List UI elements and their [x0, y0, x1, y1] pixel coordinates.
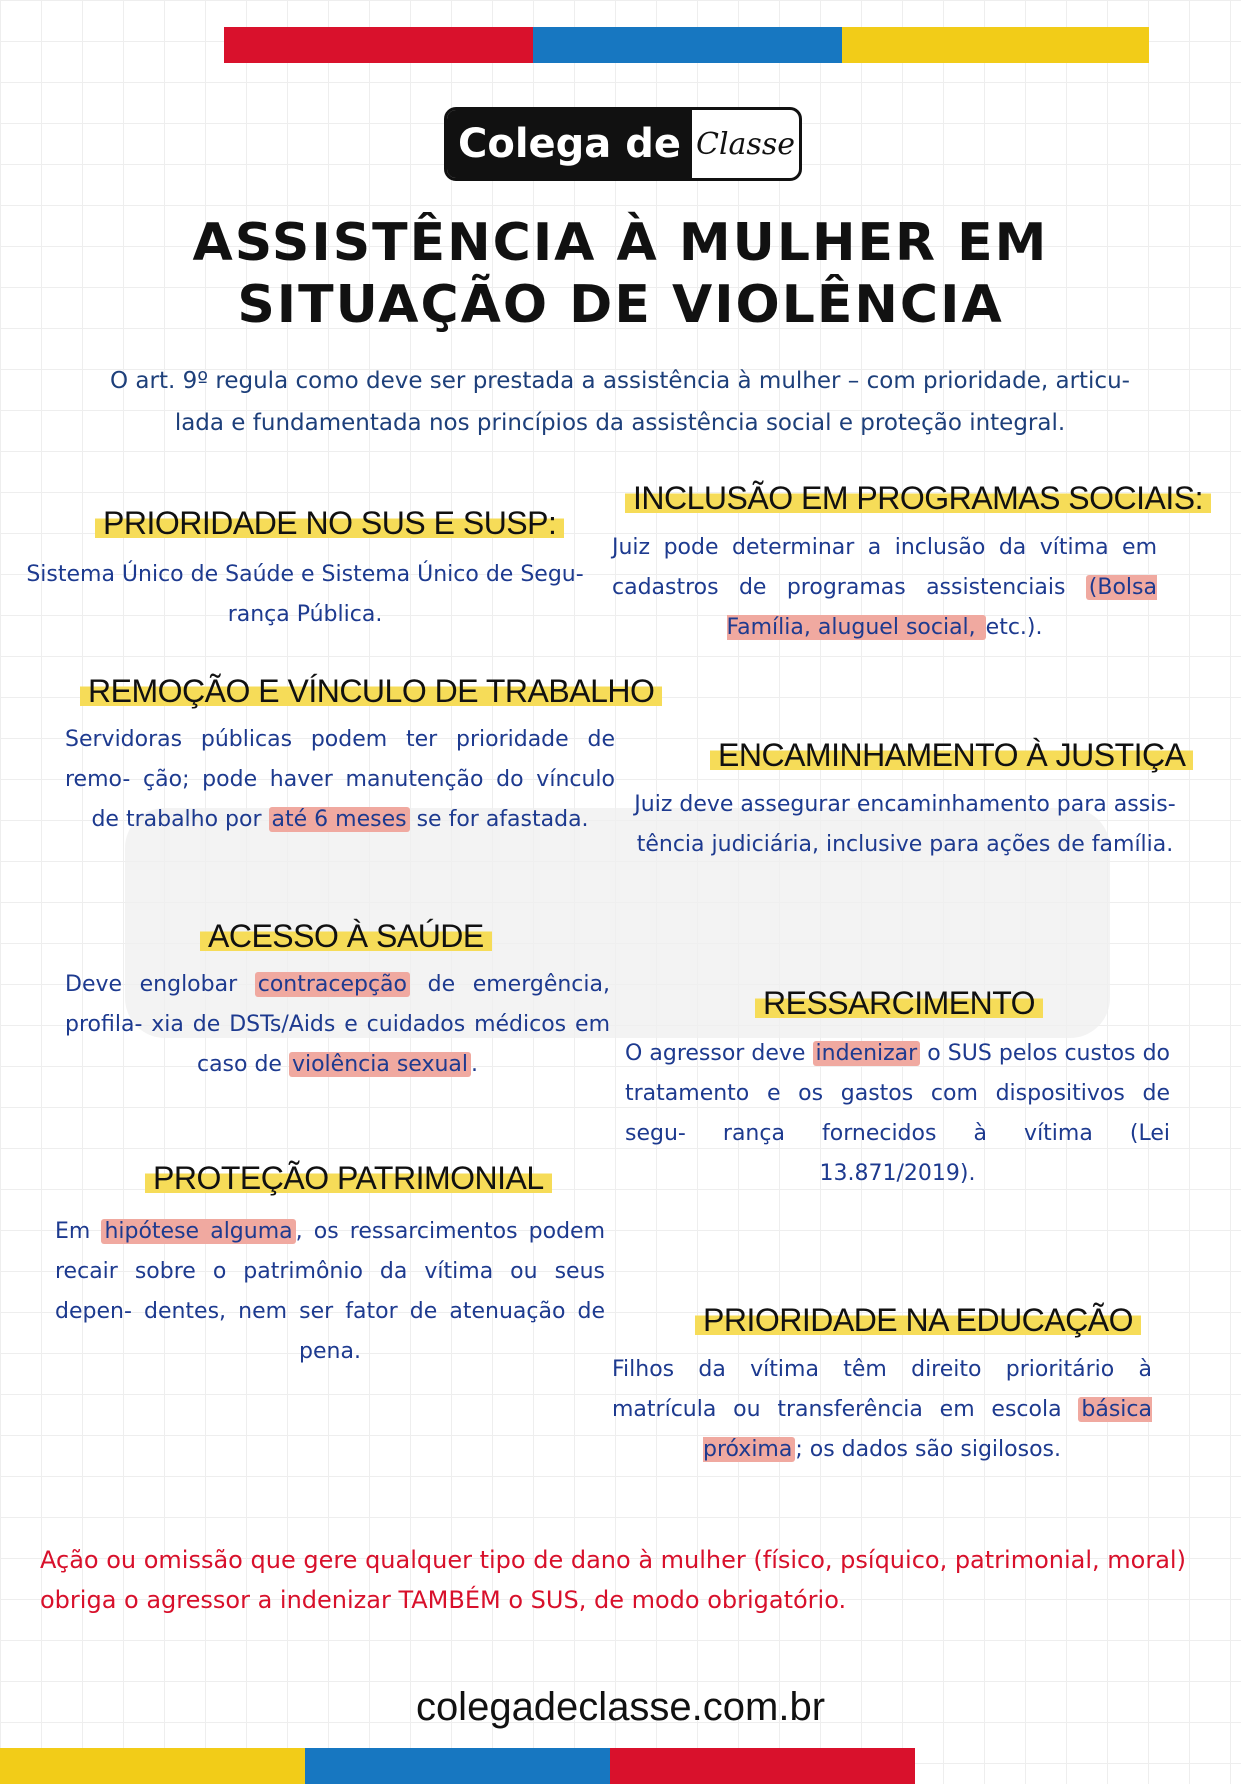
highlight: hipótese alguma: [101, 1219, 295, 1244]
bottom-bar-blue: [305, 1748, 610, 1784]
text-sus: Sistema Único de Saúde e Sistema Único de Segu- rança Pública.: [26, 562, 584, 627]
text-programas: Juiz pode determinar a inclusão da vítima em cadastros de programas assistenciais (Bolsa Família, aluguel social, etc.).: [612, 535, 1157, 640]
note-line2: obriga o agressor a indenizar TAMBÉM o SUS, de modo obrigatório.: [40, 1586, 847, 1614]
top-bar-blue: [533, 27, 842, 63]
heading-educacao: PRIORIDADE NA EDUCAÇÃO: [695, 1302, 1141, 1339]
highlight: básica próxima: [702, 1397, 1152, 1462]
text-remocao: Servidoras públicas podem ter prioridade de remo- ção; pode haver manutenção do vínculo de trabalho por até 6 meses se for afastada.: [65, 727, 615, 832]
website-link[interactable]: colegadeclasse.com.br: [415, 1685, 826, 1729]
heading-programas: INCLUSÃO EM PROGRAMAS SOCIAIS:: [625, 480, 1211, 517]
heading-remocao: REMOÇÃO E VÍNCULO DE TRABALHO: [80, 673, 662, 710]
logo-part2: Classe: [696, 126, 795, 162]
highlight: até 6 meses: [269, 807, 410, 832]
page-title: [0, 212, 1241, 336]
intro-line1: O art. 9º regula como deve ser prestada a assistência à mulher – com prioridade, articu-: [110, 368, 1130, 394]
logo: [444, 107, 802, 181]
title-line1: ASSISTÊNCIA À MULHER EM: [192, 213, 1049, 273]
note-line1: Ação ou omissão que gere qualquer tipo de dano à mulher (físico, psíquico, patrimonial, moral): [40, 1546, 1186, 1574]
footer-note: [40, 1540, 1210, 1620]
heading-ressarcimento: RESSARCIMENTO: [755, 985, 1043, 1022]
text-saude: Deve englobar contracepção de emergência, profila- xia de DSTs/Aids e cuidados médicos em caso de violência sexual .: [65, 972, 610, 1077]
bottom-bar-yellow: [0, 1748, 305, 1784]
intro-line2: lada e fundamentada nos princípios da assistência social e proteção integral.: [174, 410, 1066, 436]
heading-justica: ENCAMINHAMENTO À JUSTIÇA: [710, 737, 1193, 774]
highlight: (Bolsa Família, aluguel social,: [726, 575, 1157, 640]
heading-patrimonial: PROTEÇÃO PATRIMONIAL: [145, 1160, 552, 1197]
heading-sus: PRIORIDADE NO SUS E SUSP:: [95, 505, 564, 542]
highlight: violência sexual: [289, 1052, 471, 1077]
top-bar-yellow: [842, 27, 1149, 63]
highlight: contracepção: [255, 972, 410, 997]
highlight: indenizar: [813, 1041, 921, 1066]
top-bar-red: [224, 27, 533, 63]
heading-saude: ACESSO À SAÚDE: [200, 918, 492, 955]
text-ressarcimento: O agressor deve indenizar o SUS pelos custos do tratamento e os gastos com dispositivos de segu- rança fornecidos à vítima (Lei 13.871/2019).: [625, 1041, 1170, 1186]
intro-text: [90, 360, 1150, 444]
bottom-bar-red: [610, 1748, 915, 1784]
title-line2: SITUAÇÃO DE VIOLÊNCIA: [237, 275, 1004, 335]
text-patrimonial: Em hipótese alguma , os ressarcimentos podem recair sobre o patrimônio da vítima ou seus depen- dentes, nem ser fator de atenuação de pena.: [55, 1219, 606, 1364]
logo-part1: Colega de: [447, 110, 692, 178]
text-justica: Juiz deve assegurar encaminhamento para assis- tência judiciária, inclusive para ações de família.: [634, 792, 1176, 857]
text-educacao: Filhos da vítima têm direito prioritário à matrícula ou transferência em escola básica próxima ; os dados são sigilosos.: [612, 1357, 1152, 1462]
